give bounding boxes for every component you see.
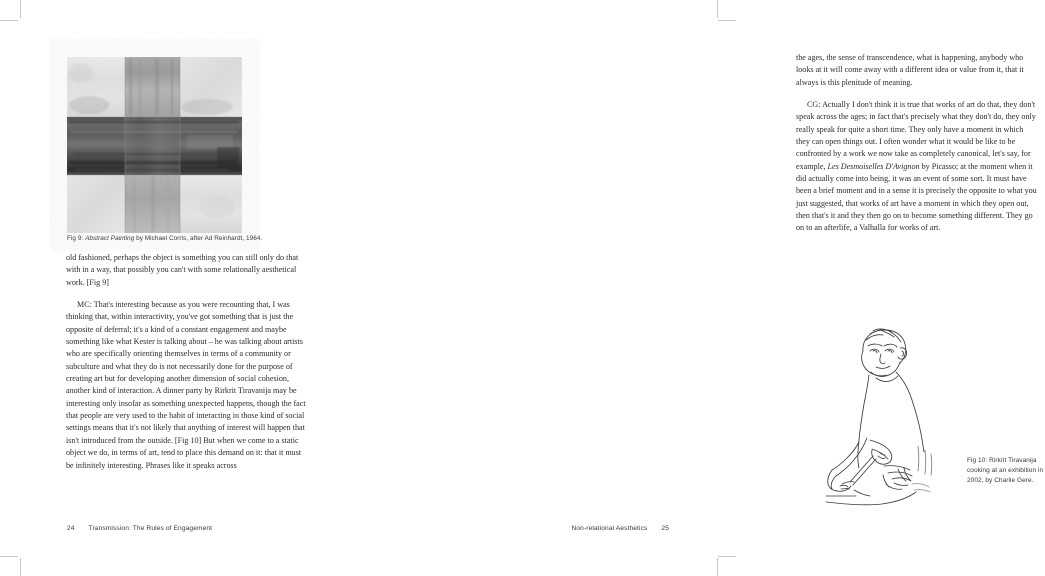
running-head-left: Transmission: The Rules of Engagement bbox=[88, 525, 213, 532]
left-page-body-text bbox=[66, 252, 308, 472]
cg-speech-part-2: by Picasso; at the moment when it did actually come into being, it was an event of some sort. It must have been a brief moment and in a sense it is precisely the opposite to what you just suggested, that works of art have a moment in which they open out, then that's it and they then go on to become something different. They go on to an afterlife, a Valhalla for works of art. bbox=[796, 161, 1037, 233]
paragraph-continuation: the ages, the sense of transcendence, what is happening, anybody who looks at it will come away with a different idea or value from it, that it always is this plenitude of meaning. bbox=[796, 53, 1024, 87]
page-right bbox=[368, 0, 1044, 576]
page-number-right: 25 bbox=[661, 525, 669, 532]
cg-speech-part-1: CG: Actually I don't think it is true that works of art do that, they don't speak across the ages; in fact that's precisely what they don't do, they only really speak for quite a short time. They only have a moment in which they can open things out. I often wonder what it would be like to be confronted by a work we now take as completely canonical, let's say, for example, bbox=[796, 100, 1036, 171]
artwork-title-desmoiselles: Les Desmoiselles D'Avignon bbox=[827, 161, 920, 171]
right-page-body-text bbox=[796, 52, 1038, 235]
figure-9-caption-prefix: Fig 9: bbox=[67, 235, 86, 242]
footer-left-page bbox=[67, 525, 212, 532]
running-head-right: Non-relational Aesthetics bbox=[571, 525, 648, 532]
figure-9-caption-rest: by Michael Corris, after Ad Reinhardt, 1964. bbox=[134, 235, 263, 242]
figure-10-caption: Fig 10: Rirkrit Tiravanija cooking at an exhibition in 2002, by Charlie Gere. bbox=[967, 457, 1044, 485]
figure-9-caption-title: Abstract Painting bbox=[85, 235, 135, 242]
figure-9-caption bbox=[67, 234, 327, 243]
page-left bbox=[0, 0, 368, 576]
figure-10-image bbox=[826, 318, 991, 518]
page-number-left: 24 bbox=[67, 525, 75, 532]
paragraph-continuation: old fashioned, perhaps the object is something you can still only do that with in a way, that possibly you can't with some relationally aesthetical work. [Fig 9] bbox=[66, 253, 299, 287]
paragraph-cg-speech bbox=[796, 99, 1038, 235]
footer-right-page bbox=[571, 525, 669, 532]
paragraph-mc-speech: MC: That's interesting because as you were recounting that, I was thinking that, within interactivity, you've got something that is just the opposite of deferral; it's a kind of a constant engagement and maybe something like what Kester is talking about – he was talking about artists who are specifically orienting themselves in terms of a community or subculture and what they do is not necessarily done for the purpose of creating art but for developing another dimension of social cohesion, another kind of interaction. A dinner party by Rirkrit Tiravanija may be interesting only insofar as something unexpected happens, though the fact that people are very used to the habit of interacting in those kind of social settings means that it's not likely that anything of interest will happen that isn't introduced from the outside. [Fig 10] But when we come to a static object we do, in terms of art, tend to place this demand on it: that it must be infinitely interesting. Phrases like it speaks across bbox=[66, 300, 306, 470]
figure-9-image bbox=[67, 57, 242, 233]
